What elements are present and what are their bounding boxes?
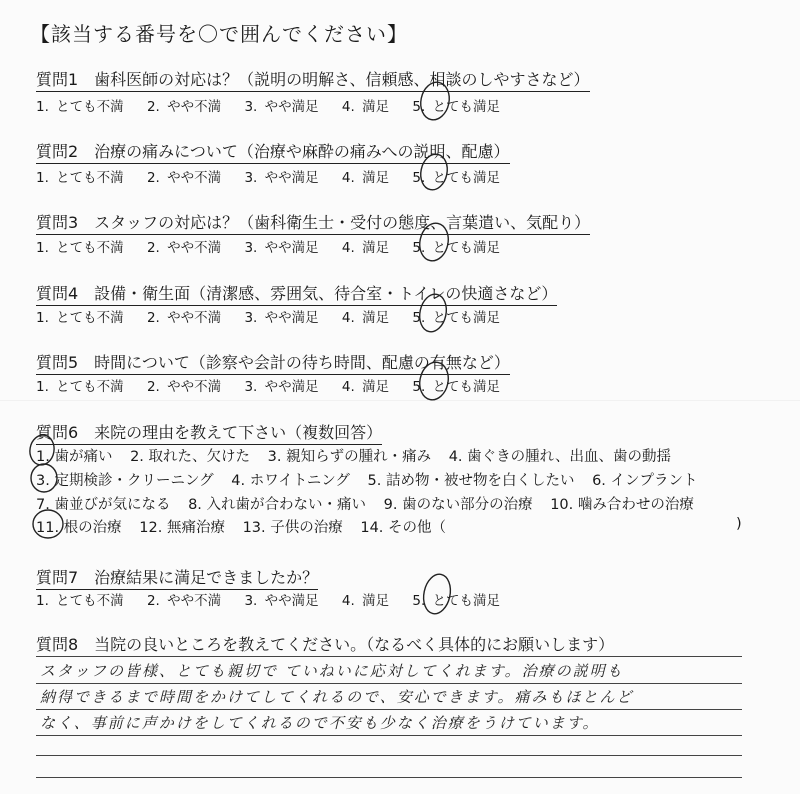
q6-option-3b[interactable]: 3. 定期検診・クリーニング: [36, 473, 214, 489]
q3-option-1[interactable]: 1. とても不満: [36, 240, 124, 256]
q6-row-4: [36, 516, 459, 537]
answer-line-1: [36, 656, 742, 657]
q7-option-2[interactable]: 2. やや不満: [146, 593, 222, 609]
answer-line-4: [36, 735, 742, 736]
paper-fold-line: [0, 400, 800, 401]
q6-option-1[interactable]: 1. 歯が痛い: [36, 449, 113, 465]
answer-line-3: [36, 709, 742, 710]
q5-option-4[interactable]: 4. 満足: [341, 379, 390, 395]
q7-option-1[interactable]: 1. とても不満: [36, 593, 124, 609]
q6-option-7[interactable]: 7. 歯並びが気になる: [36, 497, 171, 513]
question-1-options: [36, 95, 500, 115]
q6-option-8[interactable]: 8. 入れ歯が合わない・痛い: [188, 497, 367, 513]
q6-option-5[interactable]: 5. 詰め物・被せ物を白くしたい: [367, 473, 575, 489]
q5-option-1[interactable]: 1. とても不満: [36, 379, 124, 395]
q5-option-5[interactable]: 5. とても満足: [412, 379, 501, 395]
q6-row-2: [36, 469, 711, 490]
question-4-title: 質問4 設備・衛生面（清潔感、雰囲気、待合室・トイレの快適さなど）: [36, 281, 557, 306]
q5-option-3[interactable]: 3. やや満足: [244, 379, 319, 395]
question-3-title: 質問3 スタッフの対応は？（歯科衛生士・受付の態度、言葉遣い、気配り）: [36, 210, 590, 235]
q6-option-12[interactable]: 12. 無痛治療: [139, 520, 225, 536]
answer-line-6: [36, 777, 742, 778]
question-7-options: [36, 589, 500, 609]
q4-option-5[interactable]: 5. とても満足: [412, 310, 501, 326]
q3-option-2[interactable]: 2. やや不満: [146, 240, 222, 256]
q4-option-4[interactable]: 4. 満足: [341, 310, 390, 326]
answer-line-2: [36, 683, 742, 684]
q6-option-13[interactable]: 13. 子供の治療: [242, 520, 343, 536]
q6-option-14[interactable]: 14. その他（: [360, 520, 447, 536]
q2-option-3[interactable]: 3. やや満足: [244, 170, 319, 186]
q7-option-3[interactable]: 3. やや満足: [244, 593, 319, 609]
question-5-options: [36, 375, 500, 395]
q1-option-5[interactable]: 5. とても満足: [412, 99, 501, 115]
q7-option-5[interactable]: 5. とても満足: [412, 593, 501, 609]
q6-option-4[interactable]: 4. 歯ぐきの腫れ、出血、歯の動揺: [448, 449, 671, 465]
q6-option-2[interactable]: 2. 取れた、欠けた: [130, 449, 251, 465]
question-1-title: 質問1 歯科医師の対応は？（説明の明解さ、信頼感、相談のしやすさなど）: [36, 67, 590, 92]
q3-option-5[interactable]: 5. とても満足: [412, 240, 501, 256]
q2-option-5[interactable]: 5. とても満足: [412, 170, 501, 186]
q4-option-2[interactable]: 2. やや不満: [146, 310, 222, 326]
q6-option-10[interactable]: 10. 噛み合わせの治療: [550, 497, 694, 513]
question-4-options: [36, 306, 500, 326]
q2-option-2[interactable]: 2. やや不満: [146, 170, 222, 186]
q2-option-4[interactable]: 4. 満足: [341, 170, 390, 186]
q6-other-close-paren: ): [736, 516, 742, 532]
question-5-title: 質問5 時間について（診察や会計の待ち時間、配慮の有無など）: [36, 350, 510, 375]
q7-option-4[interactable]: 4. 満足: [341, 593, 390, 609]
q2-option-1[interactable]: 1. とても不満: [36, 170, 124, 186]
q4-option-3[interactable]: 3. やや満足: [244, 310, 319, 326]
handwritten-line-2: 納得できるまで時間をかけてしてくれるので、安心できます。痛みもほとんど: [40, 688, 634, 706]
handwritten-line-3: なく、事前に声かけをしてくれるので不安も少なく治療をうけています。: [40, 714, 600, 732]
handwritten-line-1: スタッフの皆様、とても親切で ていねいに応対してくれます。治療の説明も: [40, 662, 624, 680]
q6-option-3[interactable]: 3. 親知らずの腫れ・痛み: [267, 449, 432, 465]
question-2-options: [36, 166, 500, 186]
instruction-header: 【該当する番号を〇で囲んでください】: [30, 22, 408, 46]
question-6-title: 質問6 来院の理由を教えて下さい（複数回答）: [36, 420, 382, 445]
question-7-title: 質問7 治療結果に満足できましたか？: [36, 565, 318, 590]
q1-option-2[interactable]: 2. やや不満: [146, 99, 222, 115]
q6-option-11[interactable]: 11. 根の治療: [36, 520, 122, 536]
question-8-title: 質問8 当院の良いところを教えてください。（なるべく具体的にお願いします）: [36, 635, 615, 654]
q6-option-6[interactable]: 6. インプラント: [592, 473, 698, 489]
q3-option-3[interactable]: 3. やや満足: [244, 240, 319, 256]
question-2-title: 質問2 治療の痛みについて（治療や麻酔の痛みへの説明、配慮）: [36, 139, 510, 164]
answer-line-5: [36, 755, 742, 756]
q6-row-1: [36, 445, 684, 466]
q6-option-4b[interactable]: 4. ホワイトニング: [231, 473, 350, 489]
q1-option-4[interactable]: 4. 満足: [341, 99, 390, 115]
q1-option-3[interactable]: 3. やや満足: [244, 99, 319, 115]
q4-option-1[interactable]: 1. とても不満: [36, 310, 124, 326]
q5-option-2[interactable]: 2. やや不満: [146, 379, 222, 395]
q6-option-9[interactable]: 9. 歯のない部分の治療: [383, 497, 533, 513]
q1-option-1[interactable]: 1. とても不満: [36, 99, 124, 115]
question-3-options: [36, 236, 500, 256]
q3-option-4[interactable]: 4. 満足: [341, 240, 390, 256]
q6-row-3: [36, 493, 707, 514]
